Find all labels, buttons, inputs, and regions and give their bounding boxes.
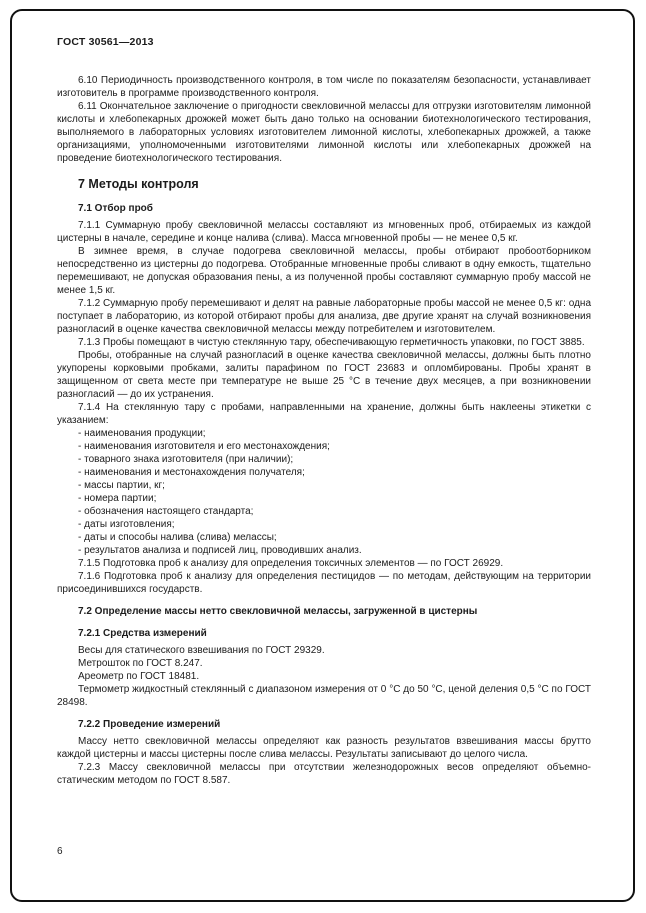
- paragraph: 6.11 Окончательное заключение о пригодности свекловичной мелассы для отгрузки изготовителям лимонной кислоты и хлебопекарных дрожжей может быть дано только на основании биотехнологического тестирования, выполняемого в лабораторных условиях изготовителем лимонной кислоты, хлебопекарных дрожжей, а также организациями, уполномоченными изготовителями лимонной кислоты или хлебопекарных дрожжей на проведение биотехнологического тестирования.: [57, 101, 591, 164]
- paragraph: 6.10 Периодичность производственного контроля, в том числе по показателям безопасности, устанавливает изготовитель в программе производственного контроля.: [57, 75, 591, 99]
- paragraph: Ареометр по ГОСТ 18481.: [78, 671, 200, 682]
- page-number: 6: [57, 846, 63, 857]
- paragraph: Весы для статического взвешивания по ГОСТ 29329.: [78, 645, 325, 656]
- list-item: - даты изготовления;: [78, 519, 175, 530]
- paragraph: 7.1.3 Пробы помещают в чистую стеклянную тару, обеспечивающую герметичность упаковки, по ГОСТ 3885.: [78, 337, 585, 348]
- list-item: - даты и способы налива (слива) мелассы;: [78, 532, 277, 543]
- paragraph: Термометр жидкостный стеклянный с диапазоном измерения от 0 °С до 50 °С, ценой деления 0,5 °С по ГОСТ 28498.: [57, 684, 591, 708]
- paragraph: Метрошток по ГОСТ 8.247.: [78, 658, 203, 669]
- paragraph: Массу нетто свекловичной мелассы определяют как разность результатов взвешивания массы брутто каждой цистерны и массы цистерны после слива мелассы. Результаты записывают до целого числа.: [57, 736, 591, 760]
- list-item: - наименования и местонахождения получателя;: [78, 467, 305, 478]
- section-heading: 7 Методы контроля: [78, 177, 199, 191]
- paragraph: 7.1.4 На стеклянную тару с пробами, направленными на хранение, должны быть наклеены этикетки с указанием:: [57, 402, 591, 426]
- list-item: - наименования изготовителя и его местонахождения;: [78, 441, 330, 452]
- document-header: ГОСТ 30561—2013: [57, 36, 154, 48]
- list-item: - товарного знака изготовителя (при наличии);: [78, 454, 294, 465]
- paragraph: 7.1.5 Подготовка проб к анализу для определения токсичных элементов — по ГОСТ 26929.: [78, 558, 504, 569]
- paragraph: Пробы, отобранные на случай разногласий в оценке качества свекловичной мелассы, должны быть плотно укупорены корковыми пробками, залиты парафином по ГОСТ 23683 и опломбированы. Пробы хранят в защищенном от света месте при температуре не выше 25 °С в течение двух месяцев, а при возникновении разногласий — до их устранения.: [57, 350, 591, 400]
- paragraph: В зимнее время, в случае подогрева свекловичной мелассы, пробы отбирают пробоотборником непосредственно из цистерны до подогрева. Отобранные мгновенные пробы сливают в одну емкость, тщательно перемешивают, не допуская образования пены, а из полученной пробы составляют суммарную пробу массой не менее 1,5 кг.: [57, 246, 591, 296]
- list-item: - результатов анализа и подписей лиц, проводивших анализ.: [78, 545, 362, 556]
- paragraph: 7.1.2 Суммарную пробу перемешивают и делят на равные лабораторные пробы массой не менее 0,5 кг: одна поступает в лабораторию, из которой отбирают пробы для анализа, две другие хранят на случай возникновения разногласий в оценке качества свекловичной мелассы между потребителем и изготовителем.: [57, 298, 591, 335]
- paragraph: 7.2.3 Массу свекловичной мелассы при отсутствии железнодорожных весов определяют объемно-статическим методом по ГОСТ 8.587.: [57, 762, 591, 786]
- paragraph: 7.1.1 Суммарную пробу свекловичной мелассы составляют из мгновенных проб, отбираемых из каждой цистерны в начале, середине и конце налива (слива). Масса мгновенной пробы — не менее 0,5 кг.: [57, 220, 591, 244]
- list-item: - номера партии;: [78, 493, 157, 504]
- paragraph: 7.1.6 Подготовка проб к анализу для определения пестицидов — по методам, действующим на территории присоединившихся государств.: [57, 571, 591, 595]
- document-body: [57, 74, 591, 787]
- subsection-heading: 7.2 Определение массы нетто свекловичной мелассы, загруженной в цистерны: [78, 606, 478, 617]
- list-item: - обозначения настоящего стандарта;: [78, 506, 254, 517]
- list-item: - массы партии, кг;: [78, 480, 165, 491]
- subsection-heading: 7.1 Отбор проб: [78, 203, 153, 214]
- subsection-heading: 7.2.1 Средства измерений: [78, 628, 207, 639]
- subsection-heading: 7.2.2 Проведение измерений: [78, 719, 221, 730]
- list-item: - наименования продукции;: [78, 428, 206, 439]
